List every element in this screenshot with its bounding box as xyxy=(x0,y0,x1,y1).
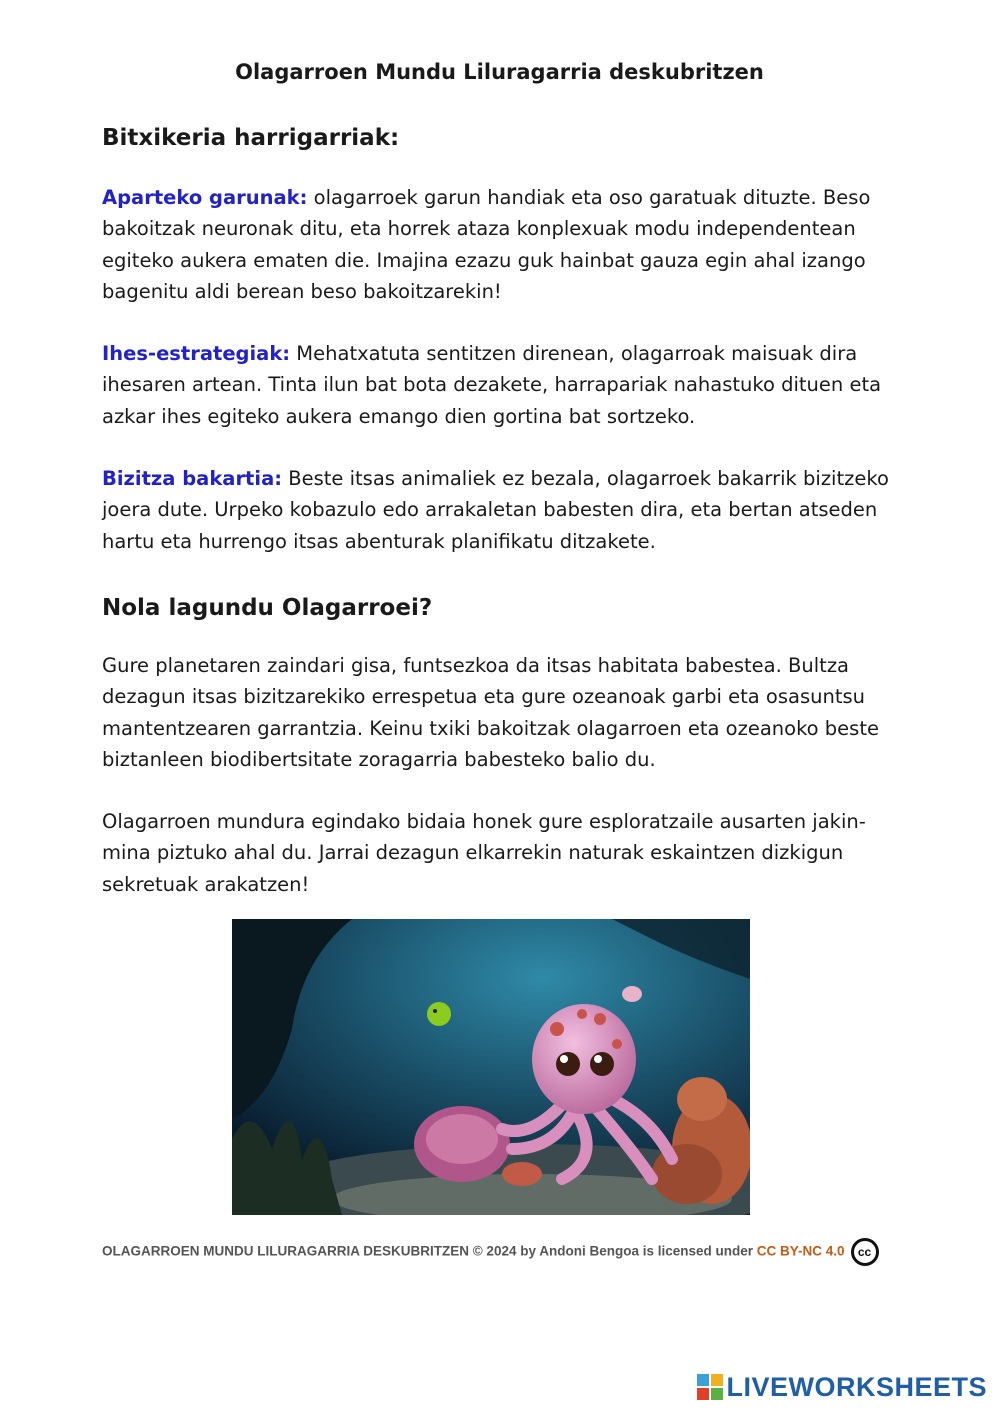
brand-name: LIVEWORKSHEETS xyxy=(726,1371,987,1402)
octopus-illustration xyxy=(232,919,750,1215)
license-text: OLAGARROEN MUNDU LILURAGARRIA DESKUBRITZEN © 2024 by Andoni Bengoa is licensed under xyxy=(102,1243,757,1259)
liveworksheets-brand xyxy=(697,1372,987,1402)
section-heading-curiosities: Bitxikeria harrigarriak: xyxy=(102,125,400,151)
paragraph-escape-text: Mehatxatuta sentitzen direnean, olagarroak maisuak dira ihesaren artean. Tinta ilun bat bota dezakete, harrapariak nahastuko dituen eta azkar ihes egiteko aukera emango dien gortina bat sortzeko. xyxy=(102,342,882,428)
term-escape: Ihes-estrategiak: xyxy=(102,342,291,366)
liveworksheets-logo-icon xyxy=(697,1374,723,1400)
paragraph-solitary xyxy=(102,463,902,557)
paragraph-solitary-text: Beste itsas animaliek ez bezala, olagarroek bakarrik bizitzeko joera dute. Urpeko kobazulo edo arrakaletan babesten dira, eta bertan atseden hartu eta hurrengo itsas abenturak planifikatu ditzakete. xyxy=(102,467,889,553)
paragraph-protect: Gure planetaren zaindari gisa, funtsezkoa da itsas habitata babestea. Bultza dezagun itsas bizitzarekiko errespetua eta gure ozeanoak garbi eta osasuntsu mantentzearen garrantzia. Keinu txiki bakoitzak olagarroen eta ozeanoko beste biztanleen biodibertsitate zoragarria babesteko balio du. xyxy=(102,653,879,771)
page-title: Olagarroen Mundu Liluragarria deskubritzen xyxy=(235,60,764,84)
license-link[interactable]: CC BY-NC 4.0 xyxy=(756,1243,845,1259)
paragraph-journey: Olagarroen mundura egindako bidaia honek gure esploratzaile ausarten jakin-mina piztuko ahal du. Jarrai dezagun elkarrekin naturak eskaintzen dizkigun sekretuak arakatzen! xyxy=(102,810,866,896)
paragraph-escape xyxy=(102,338,902,432)
section-heading-help: Nola lagundu Olagarroei? xyxy=(102,594,433,621)
term-brains: Aparteko garunak: xyxy=(102,186,308,209)
license-notice xyxy=(102,1238,892,1266)
paragraph-brains-text: olagarroek garun handiak eta oso garatuak dituzte. Beso bakoitzak neuronak ditu, eta horrek ataza konplexuak modu independentean egiteko aukera ematen die. Imajina ezazu guk hainbat gauza egin ahal izango bagenitu aldi berean beso bakoitzarekin! xyxy=(102,186,871,303)
creative-commons-icon: cc xyxy=(851,1238,879,1266)
paragraph-brains xyxy=(102,182,902,307)
term-solitary: Bizitza bakartia: xyxy=(102,467,283,491)
document-body xyxy=(102,118,902,900)
